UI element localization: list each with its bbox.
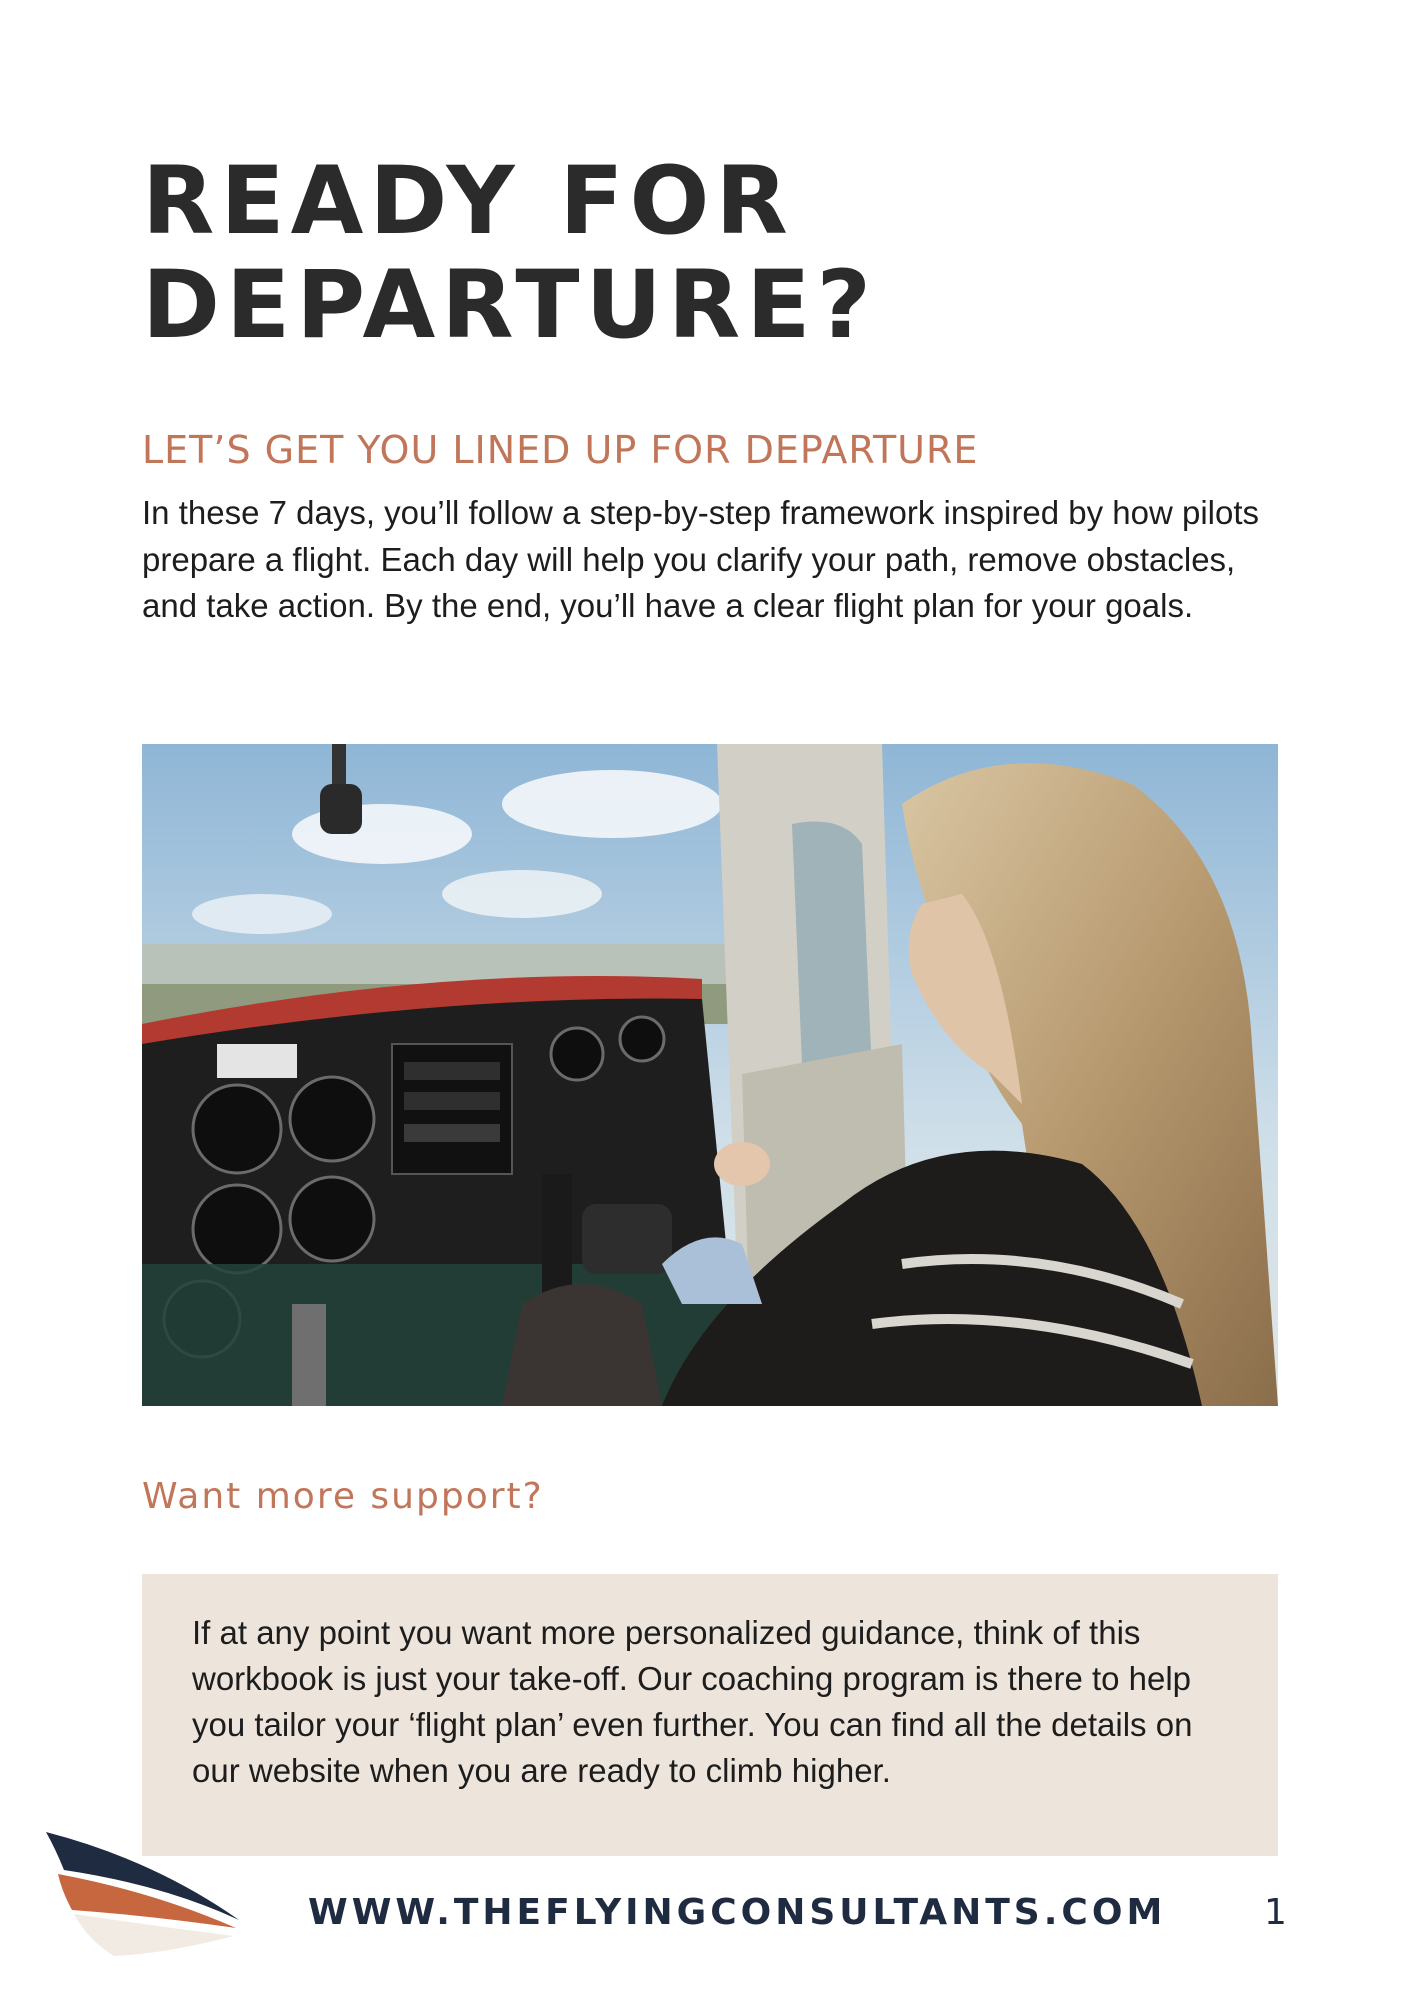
- title-line-2: DEPARTURE?: [142, 251, 877, 360]
- support-heading: Want more support?: [142, 1476, 544, 1517]
- intro-paragraph: In these 7 days, you’ll follow a step-by-step framework inspired by how pilots prepare a flight. Each day will help you clarify your path, remove obstacles, and take action. By the end, you’ll have a clear flight plan for your goals.: [142, 494, 1260, 624]
- section-subheading: LET’S GET YOU LINED UP FOR DEPARTURE: [142, 428, 979, 472]
- wing-logo-icon: [44, 1830, 244, 1960]
- page-number: 1: [1264, 1892, 1287, 1933]
- cockpit-photo: [142, 744, 1278, 1406]
- page-title: [142, 147, 1292, 360]
- support-text: If at any point you want more personalized guidance, think of this workbook is just your take-off. Our coaching program is there to help you tailor your ‘flight plan’ even further. You can find all the details on our website when you are ready to climb higher.: [192, 1614, 1193, 1789]
- support-callout-box: [142, 1574, 1278, 1856]
- website-link[interactable]: WWW.THEFLYINGCONSULTANTS.COM: [308, 1892, 1167, 1933]
- title-line-1: READY FOR: [142, 147, 794, 256]
